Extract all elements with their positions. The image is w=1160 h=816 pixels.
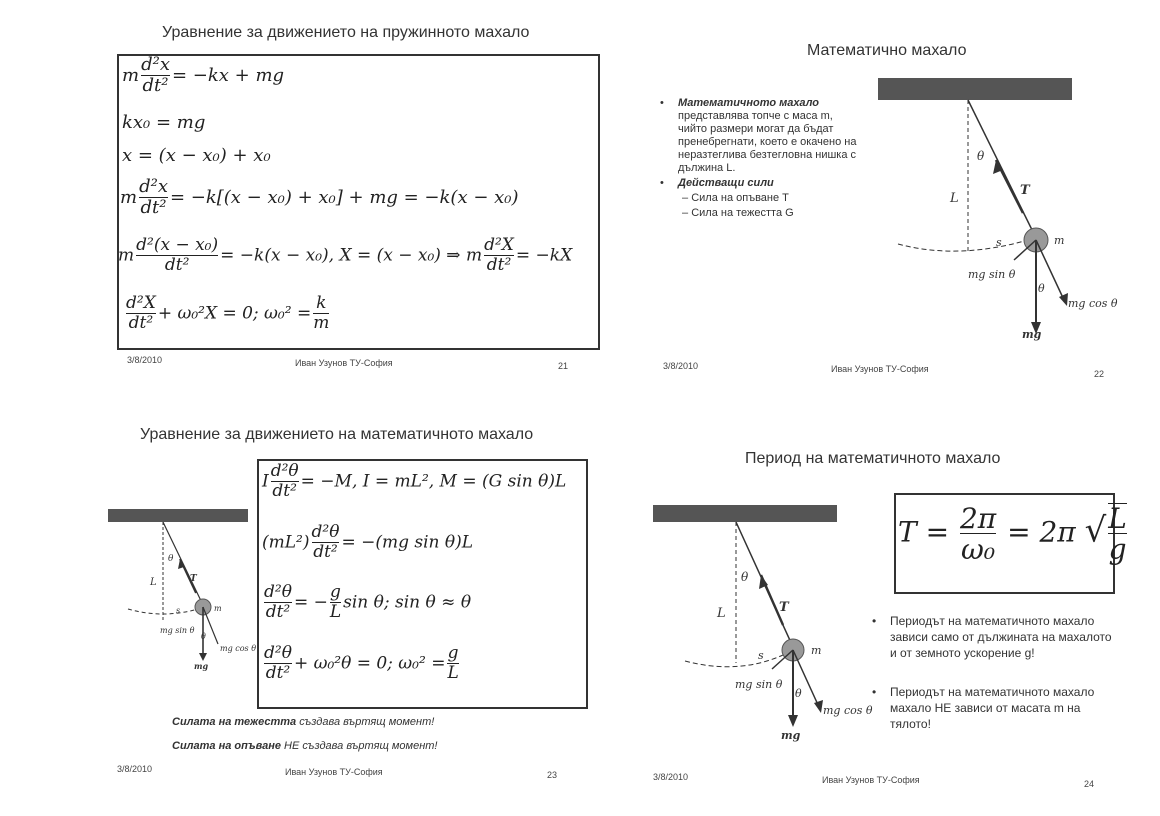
eq-pend-4: $\frac{\text{d²θ}}{\text{dt²}}$ + ω₀²θ = 0; ω₀² = $\frac{g}{L}$ — [264, 643, 459, 683]
svg-text:m: m — [811, 644, 822, 657]
svg-text:s: s — [758, 649, 764, 662]
eq-spring-1: m $\frac{\text{d²x}}{\text{dt²}}$ = −kx + mg — [122, 54, 285, 96]
slide-23-author: Иван Узунов ТУ-София — [285, 767, 383, 777]
period-formula: T = $\frac{2\pi}{\text{ω₀}}$ = 2π √ $\frac{L}{g}$ — [898, 501, 1127, 567]
slide-24-bullet-2: • Периодът на математичното махало махало НЕ зависи от масата m на тялото! — [872, 685, 1095, 731]
eq-spring-5: m $\frac{\text{d²(x − x₀)}}{\text{dt²}}$ = −k(x − x₀), X = (x − x₀) ⇒ m $\frac{\text{d²X}}{\text{dt²}}$ = −kX — [118, 235, 573, 275]
svg-text:mg sin θ: mg sin θ — [160, 626, 195, 635]
slide-23-page: 23 — [547, 770, 558, 780]
svg-text:s: s — [176, 606, 181, 615]
ceiling-24 — [653, 505, 837, 522]
svg-text:mg cos θ: mg cos θ — [220, 644, 257, 653]
svg-text:T: T — [1020, 183, 1030, 198]
svg-text:s: s — [996, 236, 1002, 249]
slide-24-title: Период на математичното махало — [745, 450, 1001, 467]
slide-22-page: 22 — [1094, 369, 1105, 379]
svg-text:θ: θ — [1038, 282, 1045, 295]
slide-22-bullets: • Математичното махало представлява топче с маса m, чийто размери могат да бъдат пренебрегнати, което е окачено на неразтеглива безтегловна нишка с дължина L. • Действащи сили – Сила на опъване T – Сила на тежестта G — [660, 97, 857, 219]
slide-23-note-1: Силата на тежестта създава въртящ момент! — [172, 716, 435, 728]
slide-22-author: Иван Узунов ТУ-София — [831, 364, 929, 374]
svg-text:mg: mg — [781, 729, 801, 742]
eq-spring-3: x = (x − x₀) + x₀ — [122, 145, 271, 166]
svg-text:L: L — [150, 577, 157, 588]
slide-23-title: Уравнение за движението на математичното махало — [140, 426, 534, 443]
svg-text:mg cos θ: mg cos θ — [823, 704, 873, 717]
svg-text:m: m — [1054, 234, 1065, 247]
slide-21-title: Уравнение за движението на пружинното махало — [162, 24, 530, 41]
slide-21-author: Иван Узунов ТУ-София — [295, 358, 393, 368]
svg-text:T: T — [779, 600, 789, 615]
eq-spring-2: kx₀ = mg — [122, 112, 206, 133]
ceiling-23 — [108, 509, 248, 522]
slide-23-note-2: Силата на опъване НЕ създава въртящ момент! — [172, 740, 438, 752]
eq-pend-1: I $\frac{\text{d²θ}}{\text{dt²}}$ = −M, I = mL², M = (G sin θ)L — [262, 461, 567, 501]
svg-text:L: L — [950, 191, 959, 206]
svg-text:T: T — [190, 574, 197, 584]
svg-text:mg sin θ: mg sin θ — [735, 678, 783, 691]
slide-24-author: Иван Узунов ТУ-София — [822, 775, 920, 785]
svg-text:mg: mg — [194, 661, 209, 671]
pendulum-diagram-23 — [108, 509, 268, 689]
slide-24-bullet-1: • Периодът на математичното махало зависи само от дължината на махалото и от земното ускорение g! — [872, 614, 1112, 660]
svg-text:L: L — [717, 606, 726, 621]
slide-22-date: 3/8/2010 — [663, 361, 699, 371]
svg-text:θ: θ — [795, 687, 802, 700]
svg-text:θ: θ — [168, 554, 174, 564]
slide-22-title: Математично махало — [807, 42, 967, 59]
pendulum-diagram-24 — [653, 505, 883, 745]
svg-text:θ: θ — [977, 149, 985, 163]
svg-text:mg cos θ: mg cos θ — [1068, 297, 1118, 310]
eq-spring-6: $\frac{\text{d²X}}{\text{dt²}}$ + ω₀²X = 0; ω₀² = $\frac{k}{m}$ — [126, 293, 330, 333]
slide-24-date: 3/8/2010 — [653, 772, 689, 782]
slide-23-date: 3/8/2010 — [117, 764, 153, 774]
slide-21-date: 3/8/2010 — [127, 355, 163, 365]
svg-text:mg sin θ: mg sin θ — [968, 268, 1016, 281]
pendulum-diagram-22 — [878, 78, 1138, 348]
svg-text:θ: θ — [741, 570, 749, 584]
eq-pend-3: $\frac{\text{d²θ}}{\text{dt²}}$ = − $\frac{g}{L}$ sin θ; sin θ ≈ θ — [264, 582, 472, 622]
svg-text:θ: θ — [201, 632, 206, 641]
svg-text:m: m — [214, 604, 222, 613]
eq-pend-2: (mL²) $\frac{\text{d²θ}}{\text{dt²}}$ = −(mg sin θ)L — [262, 522, 474, 562]
slide-21-page: 21 — [558, 361, 569, 371]
svg-text:mg: mg — [1022, 328, 1042, 341]
slide-24-page: 24 — [1084, 779, 1095, 789]
eq-spring-4: m $\frac{\text{d²x}}{\text{dt²}}$ = −k[(x − x₀) + x₀] + mg = −k(x − x₀) — [120, 176, 519, 218]
ceiling — [878, 78, 1072, 100]
